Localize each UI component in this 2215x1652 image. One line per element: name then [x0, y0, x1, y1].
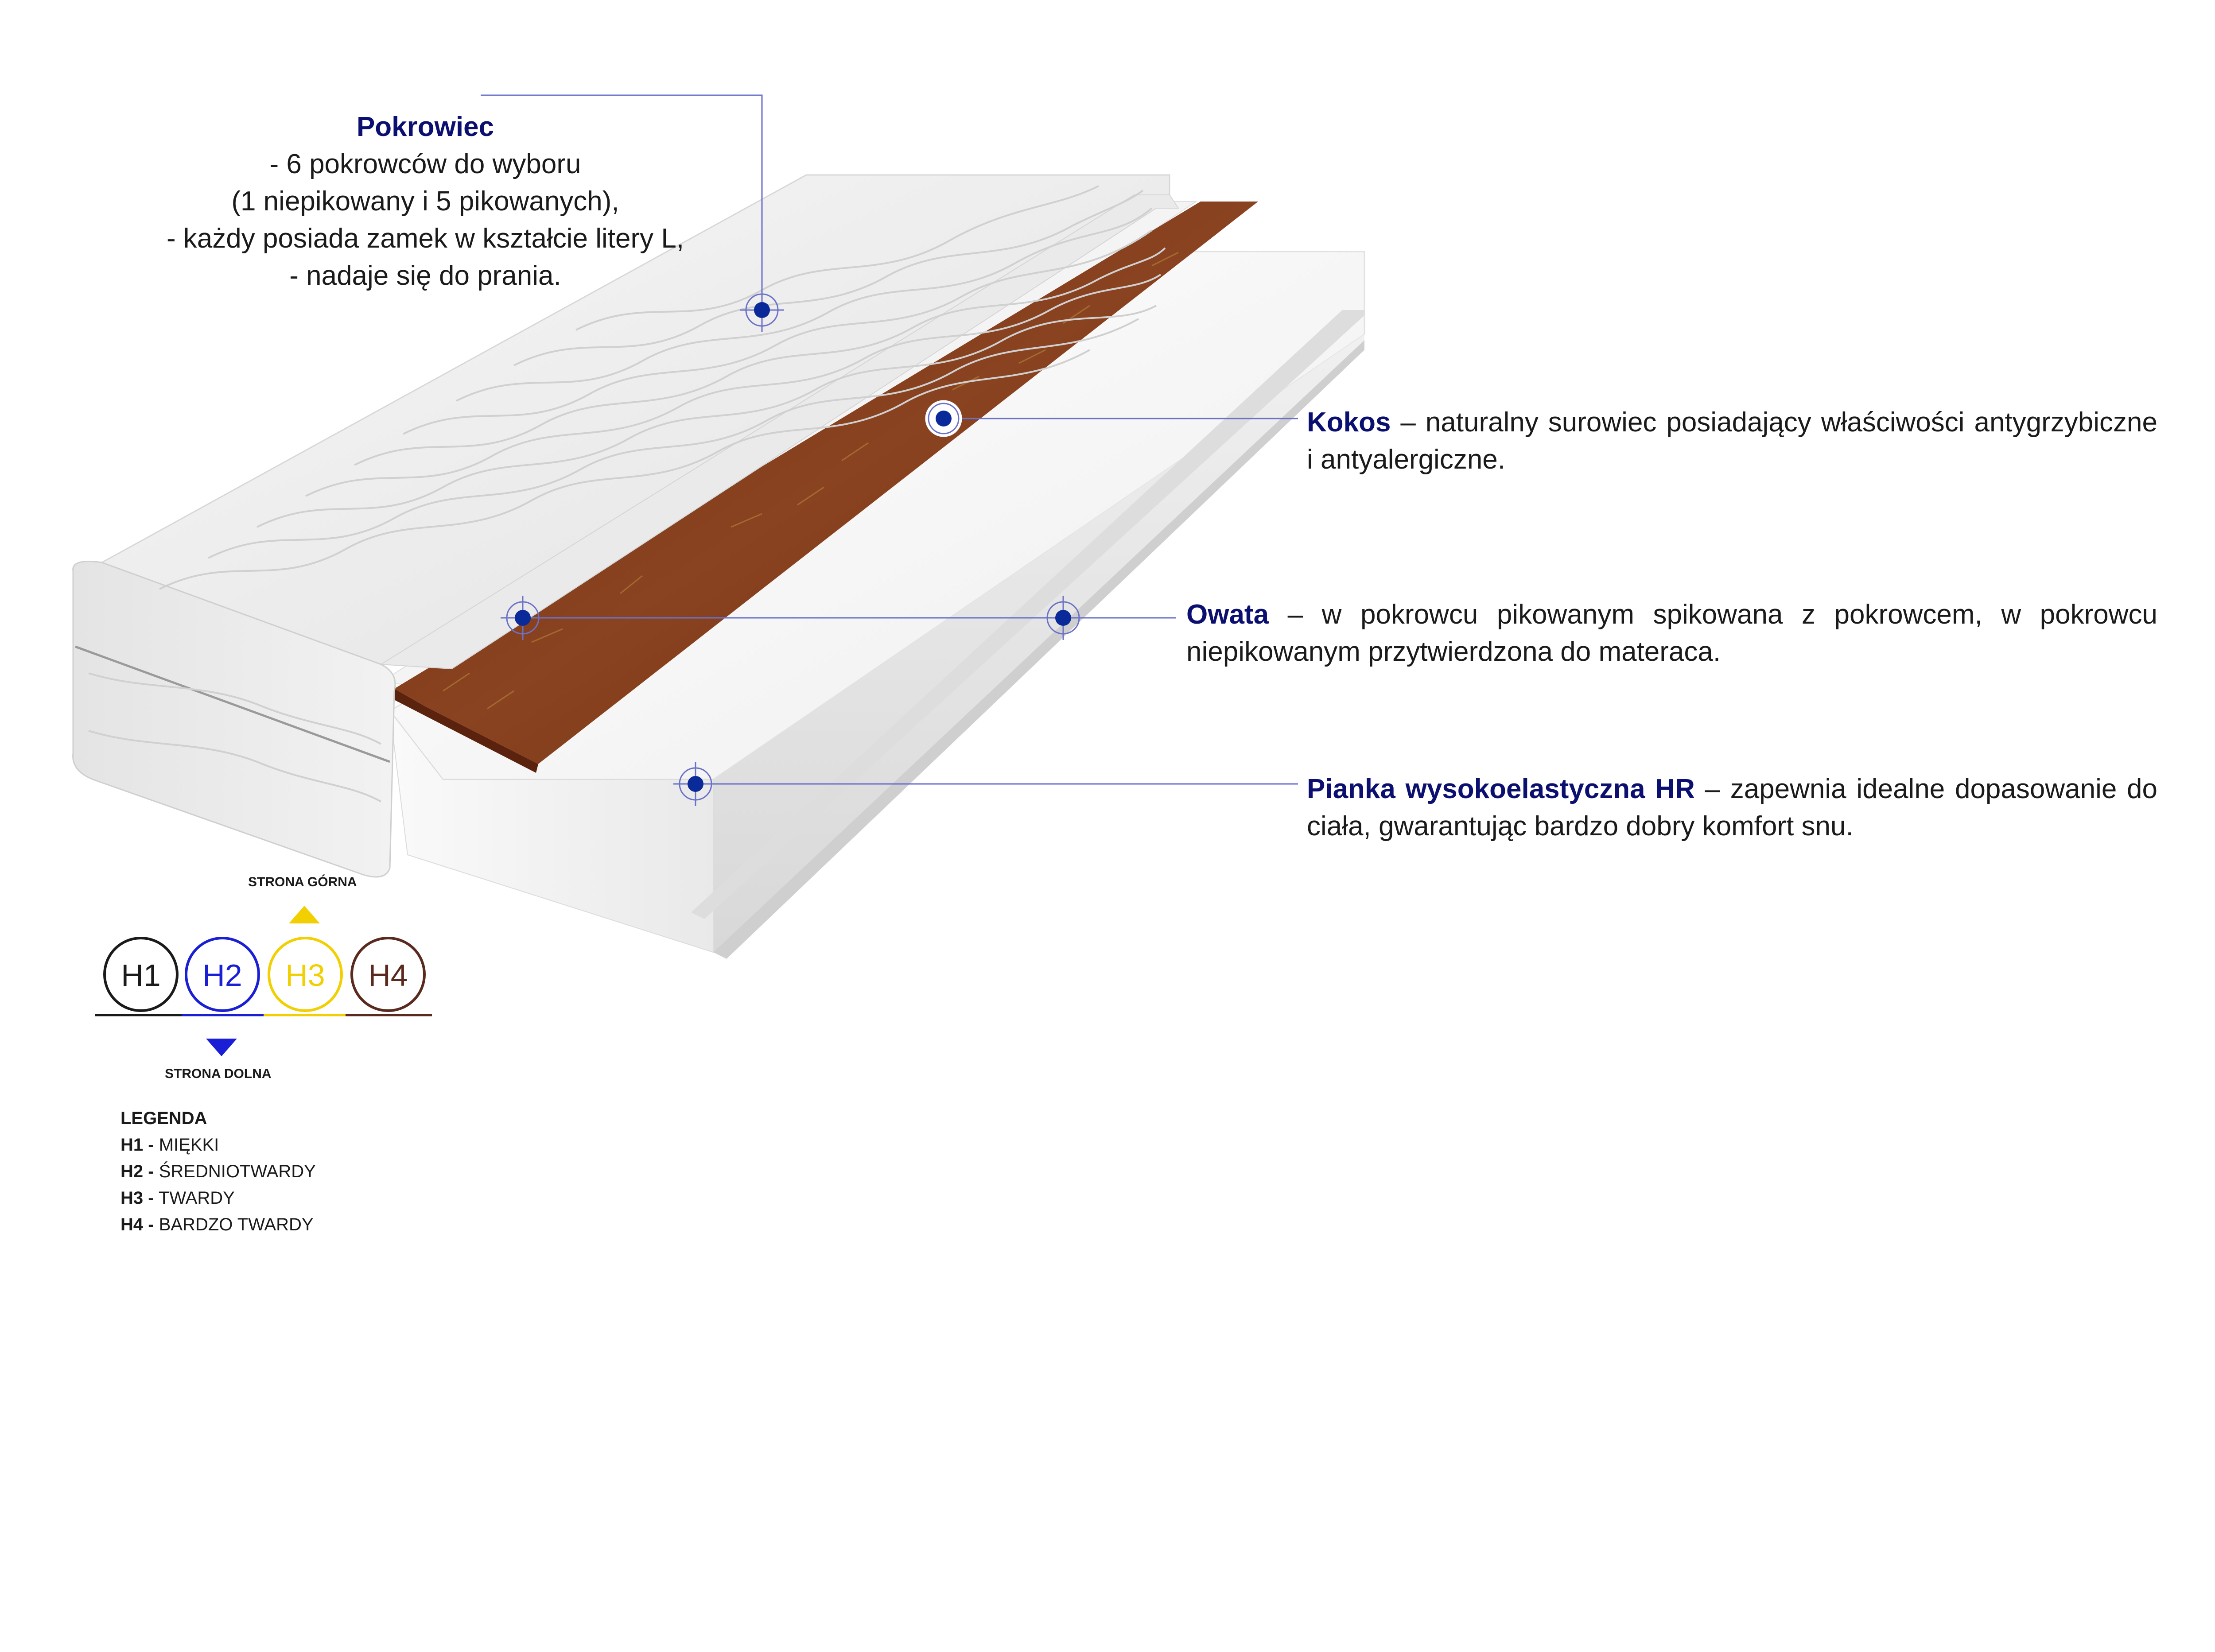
- owata-title: Owata: [1186, 599, 1269, 630]
- legend-item: H1 - MIĘKKI: [120, 1135, 219, 1155]
- legend-item: H3 - TWARDY: [120, 1188, 235, 1208]
- pokrowiec-line-1: - 6 pokrowców do wyboru: [269, 149, 581, 179]
- owata-text: – w pokrowcu pikowanym spikowana z pokrowcem, w pokrowcu niepikowanym przytwierdzona do materaca.: [1186, 599, 2157, 667]
- pokrowiec-line-2: (1 niepikowany i 5 pikowanych),: [231, 186, 619, 217]
- hardness-h3-label: H3: [285, 958, 325, 993]
- legend-item: H4 - BARDZO TWARDY: [120, 1215, 314, 1234]
- pianka-description: [1307, 771, 2157, 845]
- hardness-scale: [95, 906, 432, 1056]
- pokrowiec-line-3: - każdy posiada zamek w kształcie litery L,: [166, 223, 684, 254]
- owata-description: [1186, 596, 2157, 671]
- hardness-h2-label: H2: [202, 958, 242, 993]
- arrow-down-icon: [206, 1039, 237, 1056]
- bottom-side-label: STRONA DOLNA: [165, 1066, 272, 1081]
- hardness-h4: [346, 938, 432, 1015]
- hardness-h3: [264, 938, 346, 1015]
- pokrowiec-title: Pokrowiec: [356, 112, 494, 142]
- pokrowiec-description: [159, 109, 691, 295]
- pianka-title: Pianka wysokoelastyczna HR: [1307, 774, 1695, 804]
- kokos-description: [1307, 404, 2157, 478]
- top-side-label: STRONA GÓRNA: [248, 875, 357, 889]
- arrow-up-icon: [289, 906, 320, 923]
- hardness-h4-label: H4: [368, 958, 408, 993]
- hardness-h2: [182, 938, 264, 1015]
- pokrowiec-line-4: - nadaje się do prania.: [289, 260, 561, 291]
- pianka-text: – zapewnia idealne dopasowanie do ciała, gwarantując bardzo dobry komfort snu.: [1307, 774, 2157, 842]
- hardness-h1-label: H1: [121, 958, 161, 993]
- kokos-text: – naturalny surowiec posiadający właściwości antygrzybiczne i antyalergiczne.: [1307, 407, 2157, 475]
- kokos-title: Kokos: [1307, 407, 1391, 438]
- legend-item: H2 - ŚREDNIOTWARDY: [120, 1162, 316, 1181]
- marker-kokos: [926, 401, 961, 436]
- hardness-h1: [95, 938, 182, 1015]
- legend-title: LEGENDA: [120, 1109, 207, 1128]
- legend: [120, 1105, 316, 1238]
